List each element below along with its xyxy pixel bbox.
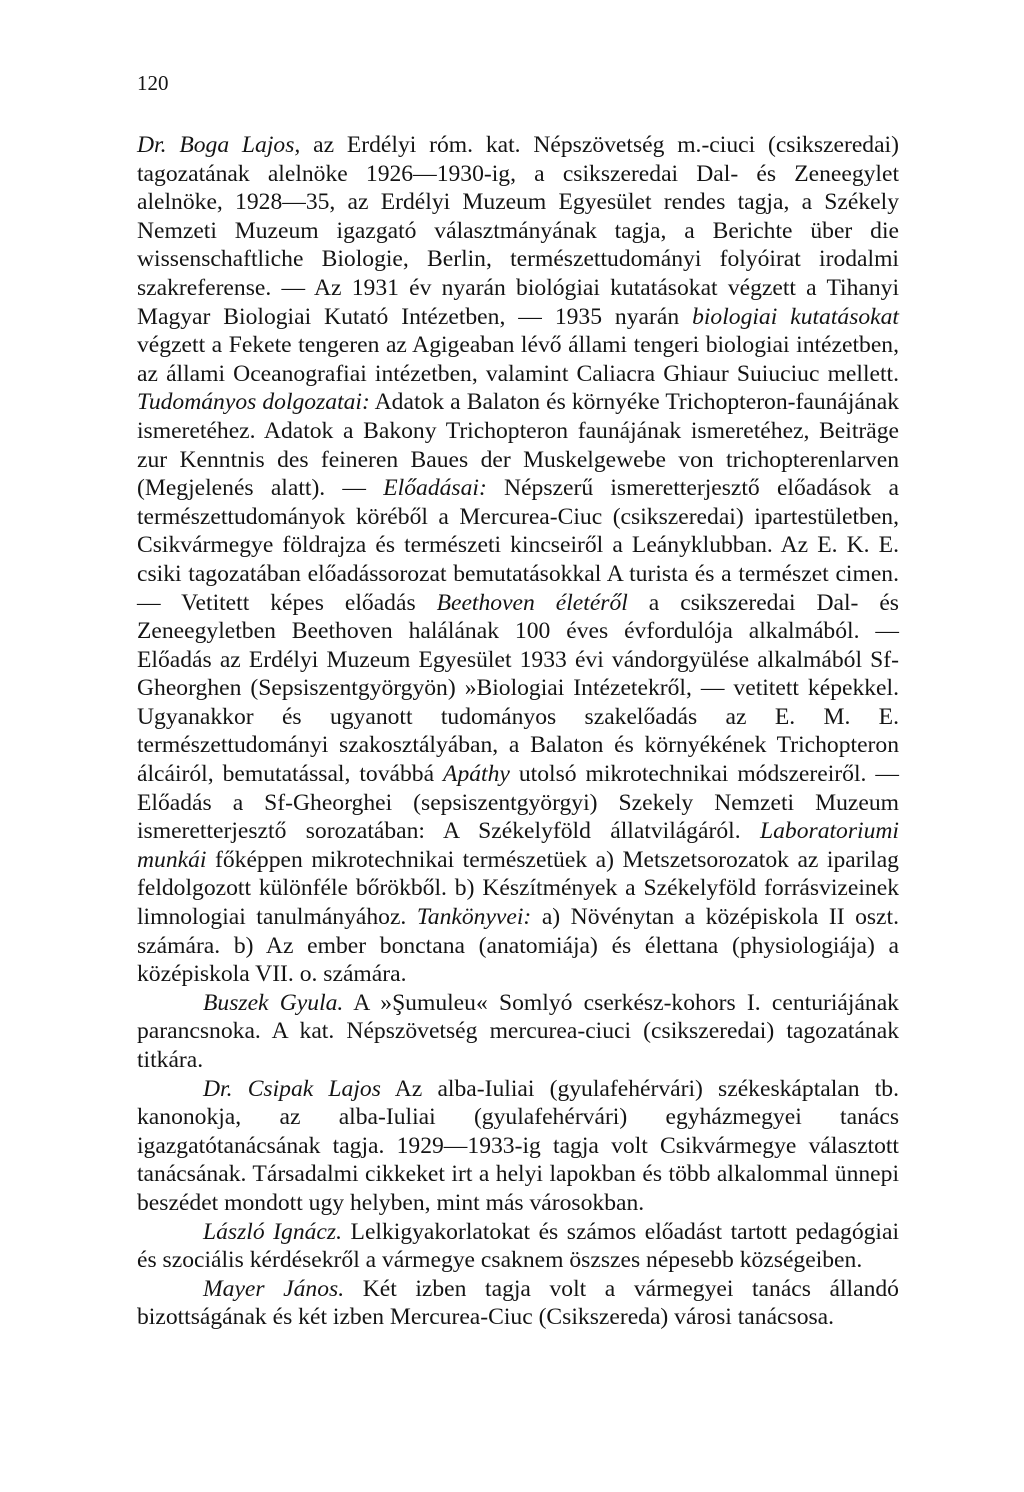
entry-csipak-lajos (137, 1075, 899, 1218)
entry-text: Adatok a Balaton és környéke Trichopteron-faunájának ismeretéhez. Adatok a Bakony Trichopteron faunájának ismeretéhez, Beiträge zur Kenntnis des feineren Baues der Muskelgewebe von trichopterenlarven (Megjelenés alatt). — (137, 389, 899, 502)
entry-text: a csikszeredai Dal- és Zeneegyletben Beethoven halálának 100 éves évfordulója alkalmából. — Előadás az Erdélyi Muzeum Egyesület 1933 évi vándorgyülése alkalmából Sf-Gheorghen (Sepsiszentgyörgyön) »Biologiai Intézetekről, — vetitett képekkel. Ugyanakkor és ugyanott tudományos szakelőadás az E. M. E. természettudományi szakosztályában, a Balaton és környékének Trichopteron álcáiról, bemutatással, továbbá (137, 589, 899, 788)
entry-text: az Erdélyi róm. kat. Népszövetség m.-ciuci (csikszeredai) tagozatának alelnöke 1926—1930-ig, a csikszeredai Dal- és Zeneegylet alelnöke, 1928—35, az Erdélyi Muzeum Egyesület rendes tagja, a Székely Nemzeti Muzeum igazgató választmányának tagja, a Berichte über die wissenschaftliche Biologie, Berlin, természettudományi folyóirat irodalmi szakreferense. — Az 1931 év nyarán biológiai kutatásokat végzett a Tihanyi Magyar Biologiai Kutató Intézetben, — 1935 nyarán (137, 132, 899, 330)
entry-text: végzett a Fekete tengeren az Agigeaban lévő állami tengeri biologiai intézetben, az állami Oceanografiai intézetben, valamint Caliacra Ghiaur Suiuciuc mellett. (137, 332, 899, 387)
entry-boga-lajos (137, 131, 899, 989)
italic-phrase: Apáthy (443, 761, 510, 788)
section-heading: Tankönyvei: (416, 904, 532, 931)
entry-text: Lelkigyakorlatokat és számos előadást tartott pedagógiai és szociális kérdésekről a vármegye csaknem öszszes népesebb községeiben. (137, 1218, 899, 1274)
italic-phrase: biologiai kutatásokat (692, 303, 899, 330)
entry-name: Buszek Gyula. (203, 989, 344, 1016)
entry-text: Népszerű ismeretterjesztő előadások a természettudományok köréből a Mercurea-Ciuc (csikszeredai) ipartestületben, Csikvármegye földrajza és természeti kincseiről a Leányklubban. Az E. K. E. csiki tagozatában előadássorozat bemutatásokkal A turista és a természet cimen. — Vetitett képes előadás (137, 475, 899, 616)
page-number: 120 (137, 71, 169, 95)
entry-name: Dr. Boga Lajos, (137, 132, 301, 158)
italic-phrase: Beethoven életéről (436, 589, 628, 616)
entry-text: Két izben tagja volt a vármegyei tanács állandó bizottságának és két izben Mercurea-Ciuc (Csikszereda) városi tanácsosa. (137, 1275, 899, 1331)
entry-laszlo-ignacz (137, 1218, 899, 1275)
entry-name: Mayer János. (203, 1275, 345, 1302)
section-heading: Tudományos dolgozatai: (137, 389, 370, 416)
entry-text: A »Şumuleu« Somlyó cserkész-kohors I. centuriájának parancsnoka. A kat. Népszövetség mercurea-ciuci (csikszeredai) tagozatának titkára. (137, 989, 899, 1073)
entry-name: Dr. Csipak Lajos (203, 1075, 381, 1102)
entry-text: utolsó mikrotechnikai módszereiről. — Előadás a Sf-Gheorghei (sepsiszentgyörgyi) Szekely Nemzeti Muzeum ismeretterjesztő sorozatában: A Székelyföld állatvilágáról. (137, 761, 899, 845)
entry-text: a) Növénytan a középiskola II oszt. számára. b) Az ember bonctana (anatomiája) és élettana (physiologiája) a középiskola VII. o. számára. (137, 904, 899, 988)
body-text (137, 131, 899, 1332)
entry-text: főképpen mikrotechnikai természetüek a) Metszetsorozatok az iparilag feldolgozott különféle bőrökből. b) Készítmények a Székelyföld forrásvizeinek limnologiai tanulmányához. (137, 846, 899, 931)
section-heading: Előadásai: (383, 475, 487, 502)
section-heading: Laboratoriumi munkái (137, 818, 899, 873)
entry-buszek-gyula (137, 989, 899, 1075)
entry-mayer-janos (137, 1275, 899, 1332)
entry-text: Az alba-Iuliai (gyulafehérvári) székeskáptalan tb. kanonokja, az alba-Iuliai (gyulafehérvári) egyházmegyei tanács igazgatótanácsának tagja. 1929—1933-ig tagja volt Csikvármegye választott tanácsának. Társadalmi cikkeket irt a helyi lapokban és több alkalommal ünnepi beszédet mondott ugy helyben, mint más városokban. (137, 1075, 899, 1216)
entry-name: László Ignácz. (203, 1218, 342, 1245)
